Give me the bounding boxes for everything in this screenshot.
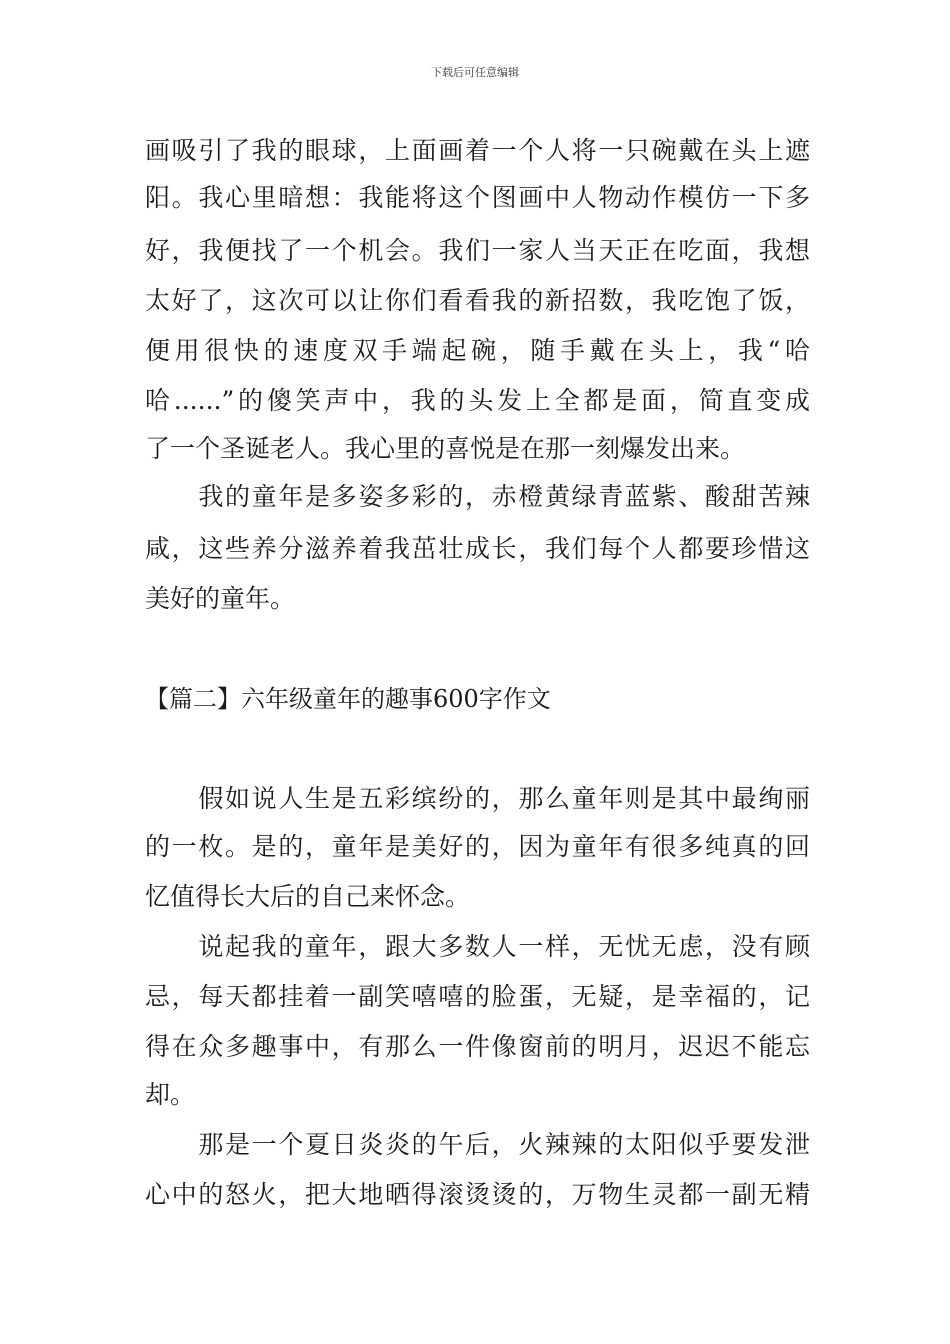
text-line: 我的童年是多姿多彩的，赤橙黄绿青蓝紫、酸甜苦辣 (145, 482, 810, 511)
text-line: 画吸引了我的眼球，上面画着一个人将一只碗戴在头上遮 (145, 136, 810, 165)
section-heading: 【篇二】六年级童年的趣事600字作文 (145, 685, 551, 713)
text-line: 咸，这些养分滋养着我茁壮成长，我们每个人都要珍惜这 (145, 534, 810, 563)
text-line: 了一个圣诞老人。我心里的喜悦是在那一刻爆发出来。 (145, 434, 746, 463)
text-line: 便用很快的速度双手端起碗，随手戴在头上，我“哈 (145, 336, 810, 365)
text-line: 的一枚。是的，童年是美好的，因为童年有很多纯真的回 (145, 832, 810, 861)
text-line: 忌，每天都挂着一副笑嘻嘻的脸蛋，无疑，是幸福的，记 (145, 982, 810, 1011)
text-line: 心中的怒火，把大地晒得滚烫烫的，万物生灵都一副无精 (145, 1180, 810, 1209)
text-line: 太好了，这次可以让你们看看我的新招数，我吃饱了饭， (145, 286, 810, 315)
text-line: 忆值得长大后的自己来怀念。 (145, 882, 471, 911)
text-line: 美好的童年。 (145, 584, 296, 613)
text-line: 哈......”的傻笑声中，我的头发上全都是面，简直变成 (145, 386, 810, 415)
text-line: 那是一个夏日炎炎的午后，火辣辣的太阳似乎要发泄 (145, 1130, 810, 1159)
text-line: 假如说人生是五彩缤纷的，那么童年则是其中最绚丽 (145, 784, 810, 813)
text-line: 好，我便找了一个机会。我们一家人当天正在吃面，我想 (145, 236, 810, 265)
text-line: 得在众多趣事中，有那么一件像窗前的明月，迟迟不能忘 (145, 1032, 810, 1061)
text-line: 却。 (145, 1080, 196, 1109)
text-line: 说起我的童年，跟大多数人一样，无忧无虑，没有顾 (145, 932, 810, 961)
page-header: 下载后可任意编辑 (431, 66, 519, 79)
text-line: 阳。我心里暗想：我能将这个图画中人物动作模仿一下多 (145, 183, 810, 212)
